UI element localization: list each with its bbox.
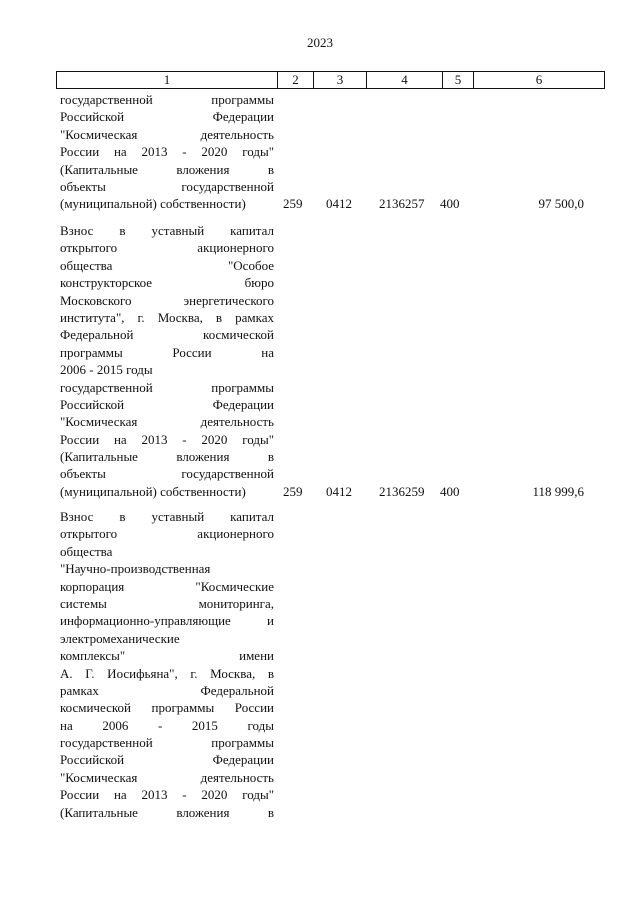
entry-line: России на 2013 - 2020 годы" (60, 431, 274, 447)
entry-line: института", г. Москва, в рамках (60, 309, 274, 325)
entry-line: "Научно-производственная (60, 561, 211, 577)
entry-line: Российской Федерации (60, 109, 274, 125)
entry-line: (Капитальные вложения в (60, 804, 274, 820)
column-header-6: 6 (474, 72, 605, 89)
entry-2-section: 0412 (326, 484, 352, 499)
entry-line: Российской Федерации (60, 752, 274, 768)
entry-1-expense-type: 400 (440, 196, 460, 211)
column-header-2: 2 (278, 72, 314, 89)
entry-line: программы России на (60, 344, 274, 360)
entry-2-amount: 118 999,6 (532, 484, 584, 499)
entry-line: (Капитальные вложения в (60, 161, 274, 177)
entry-line: системы мониторинга, (60, 595, 274, 611)
entry-line: Российской Федерации (60, 396, 274, 412)
column-header-4: 4 (367, 72, 443, 89)
entry-line: Взнос в уставный капитал (60, 509, 274, 524)
entry-1-amount: 97 500,0 (538, 196, 584, 211)
entry-line: "Космическая деятельность (60, 769, 274, 785)
entry-line: 2006 - 2015 годы (60, 362, 153, 378)
entry-1-target-article: 2136257 (379, 196, 425, 211)
entry-line: Взнос в уставный капитал (60, 223, 274, 238)
column-header-3: 3 (314, 72, 367, 89)
entry-line: электромеханические (60, 630, 180, 646)
column-header-row (56, 71, 605, 89)
column-header-5: 5 (443, 72, 474, 89)
entry-line: открытого акционерного (60, 526, 274, 542)
entry-line: (муниципальной) собственности) (60, 483, 246, 499)
entry-1-ministry: 259 (283, 196, 303, 211)
entry-1-values (0, 195, 640, 213)
entry-2-description (60, 222, 274, 500)
entry-line: России на 2013 - 2020 годы" (60, 144, 274, 160)
entry-2-target-article: 2136259 (379, 484, 425, 499)
entry-line: космической программы России (60, 700, 274, 716)
entry-line: объекты государственной (60, 178, 274, 194)
entry-3-description (60, 508, 274, 821)
entry-2-values (0, 483, 640, 501)
entry-line: Московского энергетического (60, 292, 274, 308)
entry-line: (муниципальной) собственности) (60, 196, 246, 212)
entry-line: "Космическая деятельность (60, 414, 274, 430)
entry-2-expense-type: 400 (440, 484, 460, 499)
page-number: 2023 (307, 35, 333, 50)
entry-line: (Капитальные вложения в (60, 449, 274, 465)
entry-line: на 2006 - 2015 годы (60, 717, 274, 733)
entry-line: Федеральной космической (60, 327, 274, 343)
entry-line: А. Г. Иосифьяна", г. Москва, в (60, 665, 274, 681)
entry-line: государственной программы (60, 379, 274, 395)
entry-line: России на 2013 - 2020 годы" (60, 787, 274, 803)
entry-line: открытого акционерного (60, 240, 274, 256)
entry-line: информационно-управляющие и (60, 613, 274, 629)
entry-line: государственной программы (60, 735, 274, 751)
column-header-1: 1 (57, 72, 278, 89)
entry-line: "Космическая деятельность (60, 126, 274, 142)
entry-2-ministry: 259 (283, 484, 303, 499)
entry-line: рамках Федеральной (60, 682, 274, 698)
entry-line: комплексы" имени (60, 648, 274, 664)
entry-line: объекты государственной (60, 466, 274, 482)
entry-line: государственной программы (60, 92, 274, 107)
entry-1-section: 0412 (326, 196, 352, 211)
entry-line: конструкторское бюро (60, 275, 274, 291)
entry-line: общества "Особое (60, 257, 274, 273)
entry-line: корпорация "Космические (60, 578, 274, 594)
entry-line: общества (60, 543, 113, 559)
